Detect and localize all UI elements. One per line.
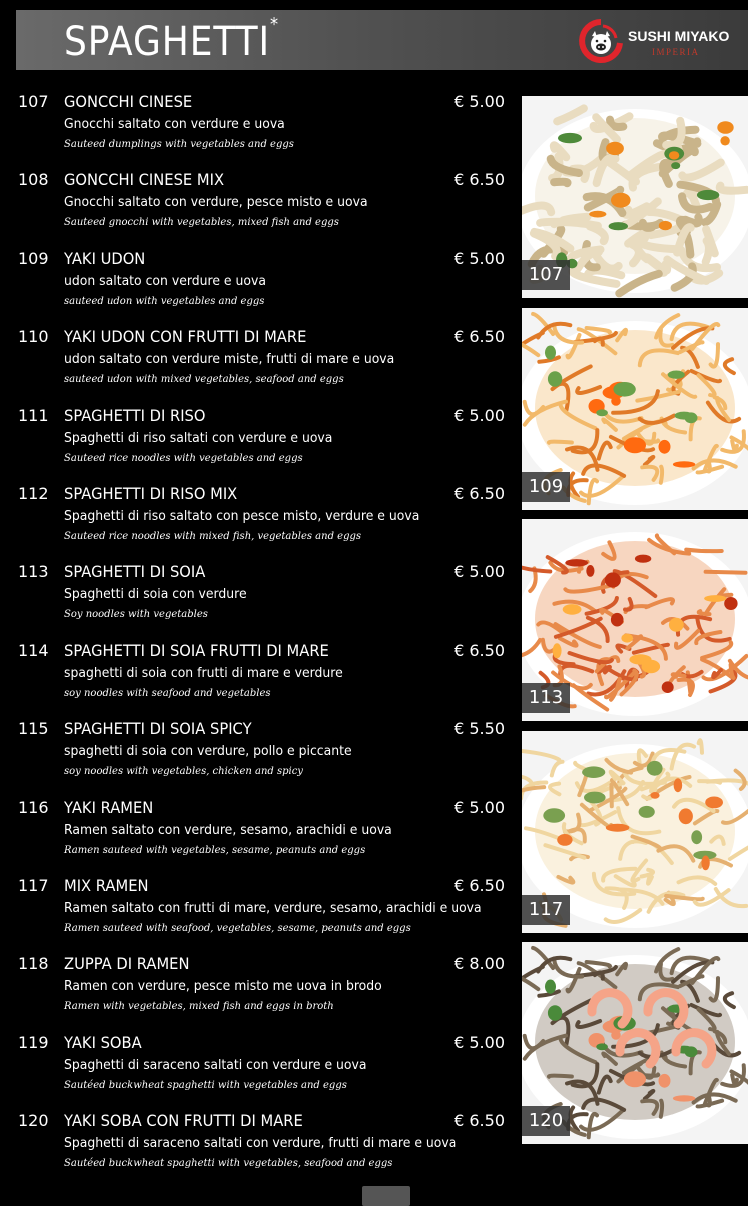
item-number: 116 [18, 797, 49, 817]
item-description-en: Sauteed gnocchi with vegetables, mixed fish and eggs [64, 217, 339, 229]
menu-item [0, 562, 515, 640]
dish-photo [522, 519, 748, 721]
photo-number-tag: 107 [522, 260, 570, 290]
menu-item [0, 876, 515, 954]
item-name: MIX RAMEN [64, 875, 149, 895]
item-price: € 6.50 [454, 327, 505, 347]
item-price: € 8.00 [454, 954, 505, 974]
menu-item [0, 92, 515, 170]
item-description-en: sauteed udon with mixed vegetables, seafood and eggs [64, 374, 344, 386]
menu-item [0, 327, 515, 405]
dish-photo [522, 731, 748, 933]
item-price: € 5.00 [454, 92, 505, 111]
item-description-it: Gnocchi saltato con verdure e uova [64, 116, 285, 132]
item-description-en: Ramen sauteed with seafood, vegetables, sesame, peanuts and eggs [64, 922, 411, 934]
item-number: 120 [18, 1111, 49, 1131]
item-name: YAKI RAMEN [64, 797, 154, 817]
dish-photo [522, 96, 748, 298]
pig-logo-icon [576, 16, 626, 66]
item-description-it: Spaghetti di saraceno saltati con verdure e uova [64, 1056, 367, 1073]
item-price: € 5.00 [454, 562, 505, 582]
item-description-en: Ramen with vegetables, mixed fish and eggs in broth [64, 1001, 334, 1013]
item-description-en: soy noodles with vegetables, chicken and spicy [64, 766, 303, 778]
item-description-it: Spaghetti di soia con verdure [64, 586, 247, 603]
item-description-en: soy noodles with seafood and vegetables [64, 687, 271, 699]
menu-item [0, 249, 515, 327]
menu-list [0, 92, 515, 1189]
item-name: GONCCHI CINESE [64, 92, 193, 111]
item-number: 107 [18, 92, 49, 111]
item-description-en: sauteed udon with vegetables and eggs [64, 295, 265, 307]
item-number: 113 [18, 562, 49, 582]
item-number: 118 [18, 954, 49, 974]
photo-number-tag: 113 [522, 683, 570, 713]
dish-photo [522, 942, 748, 1144]
item-name: ZUPPA DI RAMEN [64, 954, 190, 974]
item-name: GONCCHI CINESE MIX [64, 170, 225, 190]
item-name: YAKI UDON CON FRUTTI DI MARE [64, 327, 307, 347]
item-price: € 5.00 [454, 797, 505, 817]
item-description-it: udon saltato con verdure miste, frutti di mare e uova [64, 351, 395, 368]
brand-name: SUSHI MIYAKO [628, 28, 730, 44]
photo-column [522, 96, 748, 1154]
item-price: € 6.50 [454, 875, 505, 895]
item-description-en: Sautéed buckwheat spaghetti with vegetables, seafood and eggs [64, 1158, 393, 1170]
item-description-it: Gnocchi saltato con verdure, pesce misto e uova [64, 194, 368, 211]
item-price: € 6.50 [454, 170, 505, 190]
item-description-en: Sauteed dumplings with vegetables and eggs [64, 139, 294, 150]
menu-item [0, 719, 515, 797]
photo-number-tag: 117 [522, 895, 570, 925]
item-number: 110 [18, 327, 49, 347]
item-description-it: spaghetti di soia con verdure, pollo e piccante [64, 743, 352, 760]
item-description-en: Ramen sauteed with vegetables, sesame, peanuts and eggs [64, 844, 366, 856]
item-number: 117 [18, 875, 49, 895]
item-price: € 5.50 [454, 719, 505, 739]
item-description-it: Ramen con verdure, pesce misto me uova in brodo [64, 978, 382, 995]
item-price: € 5.00 [454, 248, 505, 268]
item-price: € 5.00 [454, 405, 505, 425]
menu-item [0, 1111, 515, 1189]
item-description-it: Ramen saltato con frutti di mare, verdure, sesamo, arachidi e uova [64, 899, 482, 916]
item-price: € 6.50 [454, 1111, 505, 1131]
menu-item [0, 484, 515, 562]
item-description-en: Sauteed rice noodles with vegetables and eggs [64, 452, 303, 464]
page-title: SPAGHETTI* [64, 14, 280, 65]
item-description-it: Spaghetti di riso saltati con verdure e uova [64, 429, 333, 446]
item-price: € 6.50 [454, 483, 505, 503]
menu-item [0, 1033, 515, 1111]
item-description-it: spaghetti di soia con frutti di mare e verdure [64, 664, 343, 681]
item-number: 119 [18, 1032, 49, 1052]
item-description-en: Soy noodles with vegetables [64, 609, 208, 621]
photo-number-tag: 109 [522, 472, 570, 502]
item-description-en: Sauteed rice noodles with mixed fish, vegetables and eggs [64, 530, 362, 542]
item-name: SPAGHETTI DI SOIA SPICY [64, 719, 252, 739]
item-price: € 5.00 [454, 1032, 505, 1052]
item-description-it: Spaghetti di saraceno saltati con verdure, frutti di mare e uova [64, 1135, 457, 1152]
photo-number-tag: 120 [522, 1106, 570, 1136]
item-name: YAKI UDON [64, 248, 146, 268]
item-number: 115 [18, 719, 49, 739]
item-name: SPAGHETTI DI SOIA [64, 562, 206, 582]
page-number-tab [362, 1186, 410, 1206]
menu-item [0, 798, 515, 876]
dish-photo [522, 308, 748, 510]
brand-logo [576, 14, 746, 66]
item-name: SPAGHETTI DI RISO MIX [64, 483, 238, 503]
menu-item [0, 641, 515, 719]
item-number: 114 [18, 640, 49, 660]
menu-item [0, 170, 515, 248]
item-description-en: Sautéed buckwheat spaghetti with vegetables and eggs [64, 1079, 347, 1091]
item-name: YAKI SOBA CON FRUTTI DI MARE [64, 1111, 303, 1131]
item-name: YAKI SOBA [64, 1032, 142, 1052]
item-description-it: udon saltato con verdure e uova [64, 272, 266, 289]
title-asterisk: * [270, 14, 280, 35]
item-number: 108 [18, 170, 49, 190]
item-price: € 6.50 [454, 640, 505, 660]
menu-item [0, 954, 515, 1032]
item-description-it: Ramen saltato con verdure, sesamo, arachidi e uova [64, 821, 392, 838]
menu-header [16, 10, 748, 70]
item-number: 112 [18, 483, 49, 503]
item-number: 111 [18, 405, 49, 425]
item-name: SPAGHETTI DI RISO [64, 405, 206, 425]
brand-subtitle: IMPERIA [652, 47, 700, 57]
menu-item [0, 406, 515, 484]
item-description-it: Spaghetti di riso saltato con pesce misto, verdure e uova [64, 507, 420, 524]
item-number: 109 [18, 248, 49, 268]
item-name: SPAGHETTI DI SOIA FRUTTI DI MARE [64, 640, 329, 660]
